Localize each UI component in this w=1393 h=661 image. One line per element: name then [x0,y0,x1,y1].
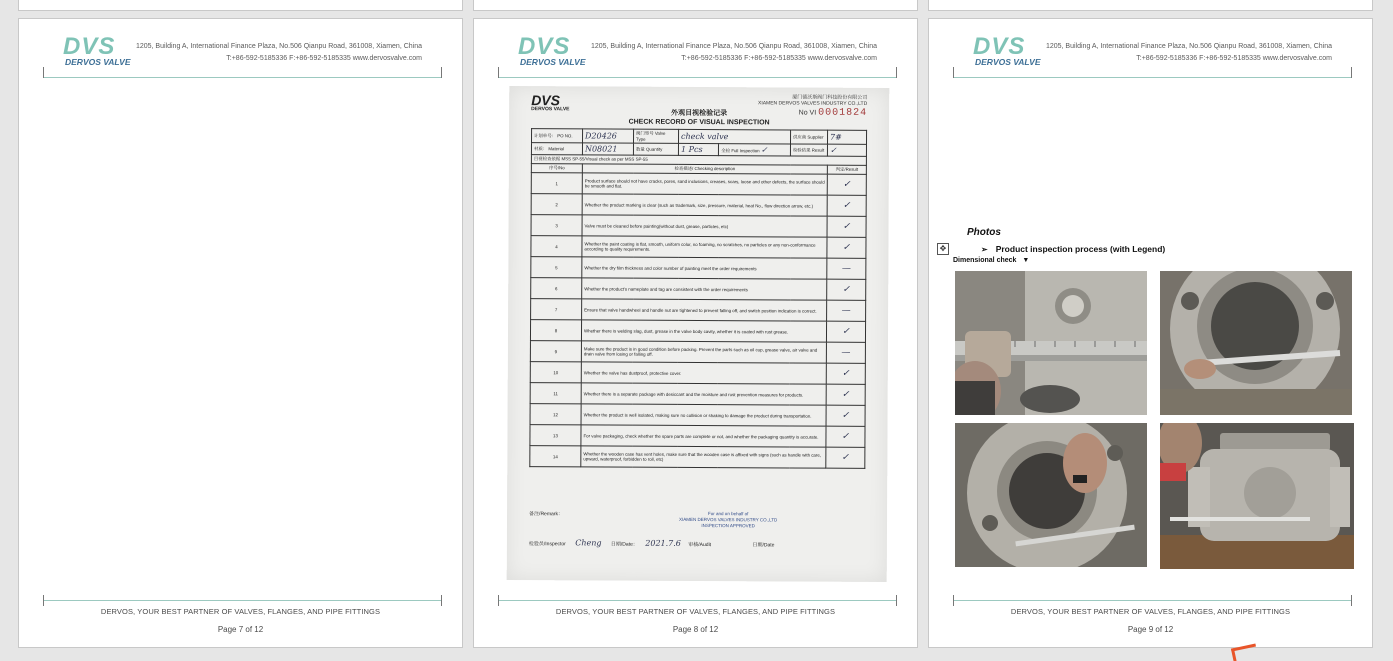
material-label: 材质： Material [531,143,582,155]
inspection-table [529,128,867,469]
stamp-line: INSPECTION APPROVED [701,523,755,529]
po-value: D20426 [582,129,633,143]
header-corner-mark [441,67,442,78]
row-description: Whether there is a separate package with desiccant and the moisture and rust prevention measures for products. [581,383,826,405]
row-description: Whether there is welding slag, dust, grease in the valve body cavity, whether it is coated with rust grease. [581,320,826,342]
chevron-down-icon: ▼ [1022,257,1030,264]
inspection-record-scan[interactable] [507,86,890,582]
inspection-row [530,425,865,448]
row-number: 2 [531,194,582,215]
row-number: 6 [531,278,582,299]
material-value: N08021 [582,143,633,155]
contact-line: T:+86-592-5185336 F:+86-592-5185335 www.dervosvalve.com [226,55,422,62]
page-number: Page 8 of 12 [672,625,719,634]
contact-line: T:+86-592-5185336 F:+86-592-5185335 www.dervosvalve.com [681,55,877,62]
inspection-row [530,362,865,385]
stamp-line: For and on behalf of [708,511,749,517]
row-result-mark: ✓ [827,174,866,195]
inspection-row [531,236,866,259]
serial-value: 0001824 [818,107,868,119]
logo-name: DERVOS VALVE [520,57,586,67]
footer-corner-mark [1351,595,1352,606]
row-result-mark: — [827,300,866,321]
row-number: 9 [530,341,581,362]
serial-number [799,108,868,119]
inspection-photo-4[interactable] [1160,423,1354,569]
scan-company-cn: 厦门德沃斯阀门科技股份有限公司 [792,94,868,101]
row-description: Whether the product marking is clear (such as trademark, size, pressure, material, heat No., flow direction arrow, etc.) [582,194,827,216]
row-description: Whether the product is well isolated, making sure no collision or shaking to damage the product during transportation. [581,404,826,426]
inspector-signature: Cheng [575,538,602,548]
page-number: Page 9 of 12 [1127,625,1174,634]
audit-label: 审核/Audit [688,541,712,549]
stamp-line: XIAMEN DERVOS VALVES INDUSTRY CO.,LTD [679,516,778,523]
contact-line: T:+86-592-5185336 F:+86-592-5185335 www.dervosvalve.com [1136,55,1332,62]
row-result-mark: ✓ [826,363,865,384]
row-description: Ensure that valve handwheel and handle nut are tightened to prevent falling off, and switch position indication is correct. [582,299,827,321]
row-description: Make sure the product is in good condition before packing. Prevent the parts such as oil cup, grease valve, air valve and drain valve from losing or falling off. [581,341,826,363]
footer-corner-mark [896,595,897,606]
previous-page-strip-3 [928,0,1373,11]
header-rule [953,77,1352,78]
logo-name: DERVOS VALVE [975,57,1041,67]
page-8 [473,18,918,648]
row-result-mark: — [827,258,866,279]
footer-corner-mark [441,595,442,606]
inspection-photo-1[interactable] [955,271,1147,415]
letterhead-address [591,41,877,65]
row-number: 12 [530,404,581,425]
footer-tagline: DERVOS, YOUR BEST PARTNER OF VALVES, FLANGES, AND PIPE FITTINGS [555,607,836,616]
footer-corner-mark [498,595,499,606]
scan-title-en: CHECK RECORD OF VISUAL INSPECTION [628,118,770,127]
address-line: 1205, Building A, International Finance Plaza, No.506 Qianpu Road, 361008, Xiamen, China [590,43,877,50]
inspection-photo-2[interactable] [1160,271,1352,415]
quantity-label: 数量 Quantity [633,143,678,155]
supplier-value: 7# [827,130,866,144]
column-header-no: 序号/No [531,164,582,173]
row-description: Valve must be cleaned before painting(without dust, grease, particles, etc) [582,215,827,237]
row-result-mark: ✓ [826,426,865,447]
photos-heading: Photos [967,227,1001,238]
row-result-mark: ✓ [826,321,865,342]
column-header-description: 检查描述/ Checking description [582,164,827,174]
inspection-row [531,173,866,196]
row-result-mark: ✓ [826,405,865,426]
row-description: For valve packaging, check whether the spare parts are complete or not, and whether the packaging quantity is accurate. [581,425,826,447]
logo-name: DERVOS VALVE [65,57,131,67]
footer-tagline: DERVOS, YOUR BEST PARTNER OF VALVES, FLANGES, AND PIPE FITTINGS [1010,607,1291,616]
inspection-row [530,341,865,364]
remark-label: 备注/Remark： [529,511,563,518]
inspection-row [530,383,865,406]
inspection-stamp [679,511,777,530]
logo-mark: DVS [973,33,1026,60]
audit-date-label: 日期/Date [752,542,775,549]
inspection-photo-3[interactable] [955,423,1147,567]
company-logo [518,35,590,67]
dimensional-check-dropdown[interactable] [953,257,1029,264]
inspection-row [531,257,866,280]
address-line: 1205, Building A, International Finance Plaza, No.506 Qianpu Road, 361008, Xiamen, China [135,43,422,50]
inspector-label: 检验员/Inspector [528,541,566,548]
header-rule [498,77,897,78]
scan-logo-sub: DERVOS VALVE [531,106,570,113]
header-corner-mark [1351,67,1352,78]
row-result-mark: ✓ [827,216,866,237]
result-value: ✓ [827,144,866,156]
letterhead-address [136,41,422,65]
row-number: 14 [530,446,581,467]
row-description: Whether the valve has dustproof, protective cover. [581,362,826,384]
inspection-row [531,299,866,322]
signature-row [529,538,865,549]
inspection-row [531,215,866,238]
inspection-row [531,278,866,301]
date-label: 日期/Date： [610,541,638,548]
scan-title-cn: 外观目视检验记录 [671,109,728,118]
inspection-standard: 目视检查依据 MSS SP-55/Visual check as per MSS SP-55 [531,155,866,166]
address-line: 1205, Building A, International Finance Plaza, No.506 Qianpu Road, 361008, Xiamen, China [1045,43,1332,50]
row-number: 3 [531,215,582,236]
row-number: 7 [531,299,582,320]
row-number: 8 [530,320,581,341]
row-number: 11 [530,383,581,404]
supplier-label: 供应商 Supplier [790,130,827,144]
result-label: 检验结果 Result [790,144,827,156]
row-description: Whether the wooden case has vent holes, make sure that the wooden case is affixed with signs (such as handle with care, upward, waterproof, forbidden to roll, etc) [581,446,826,468]
full-inspection-value: ✓ [760,145,768,155]
quantity-value: 1 Pcs [678,143,718,155]
previous-page-strip-2 [473,0,918,11]
date-value: 2021.7.6 [645,538,681,548]
row-number: 5 [531,257,582,278]
serial-label: No VI [798,109,817,117]
row-result-mark: — [826,342,865,363]
page-9 [928,18,1373,648]
scan-company [758,93,867,107]
footer-rule [43,600,442,601]
footer-tagline: DERVOS, YOUR BEST PARTNER OF VALVES, FLANGES, AND PIPE FITTINGS [100,607,381,616]
logo-mark: DVS [518,33,571,60]
row-number: 13 [530,425,581,446]
previous-page-strip-1 [18,0,463,11]
page-7 [18,18,463,648]
full-inspection-label: 全检 Full Inspection [721,148,760,154]
full-inspection-cell [719,144,791,156]
row-number: 1 [531,173,582,194]
inspection-row [530,404,865,427]
row-description: Whether the product's nameplate and tag are consistent with the order requirements [582,278,827,300]
dropdown-label: Dimensional check [953,257,1017,264]
row-result-mark: ✓ [826,384,865,405]
inspection-row [531,194,866,217]
arrow-bullet-icon: ➢ [981,245,988,254]
logo-mark: DVS [63,33,116,60]
bullet-text: Product inspection process (with Legend) [995,244,1166,254]
header-corner-mark [498,67,499,78]
header-rule [43,77,442,78]
po-label: 计划单号： PO NO. [531,129,582,143]
valve-type-label: 阀门型号 Valve Type [633,129,678,143]
header-corner-mark [896,67,897,78]
move-anchor-icon[interactable]: ✥ [937,243,949,255]
page-number: Page 7 of 12 [217,625,264,634]
row-number: 4 [531,236,582,257]
inspection-row [530,320,865,343]
row-description: Product surface should not have cracks, pores, sand inclusions, creases, scars, loose and other defects, the surface should be smooth and flat. [582,173,827,195]
row-result-mark: ✓ [827,195,866,216]
footer-rule [498,600,897,601]
header-corner-mark [43,67,44,78]
footer-corner-mark [43,595,44,606]
inspection-row [530,446,865,469]
footer-corner-mark [953,595,954,606]
header-corner-mark [953,67,954,78]
scan-company-en: XIAMEN DERVOS VALVES INDUSTRY CO.,LTD [757,100,868,107]
company-logo [63,35,135,67]
row-result-mark: ✓ [827,279,866,300]
footer-rule [953,600,1352,601]
valve-type-value: check valve [678,129,790,144]
row-number: 10 [530,362,581,383]
row-result-mark: ✓ [826,447,865,468]
column-header-result: 判定/Result [827,165,866,174]
letterhead-address [1046,41,1332,65]
row-result-mark: ✓ [827,237,866,258]
row-description: Whether the dry film thickness and color number of painting meet the order requirements [582,257,827,279]
company-logo [973,35,1045,67]
scan-logo-mark: DVS [531,92,561,109]
bullet-item [981,244,1165,254]
row-description: Whether the paint coating is flat, smooth, uniform color, no foaming, no scratches, no particles or any non-conformance according to quality requirements. [582,236,827,258]
